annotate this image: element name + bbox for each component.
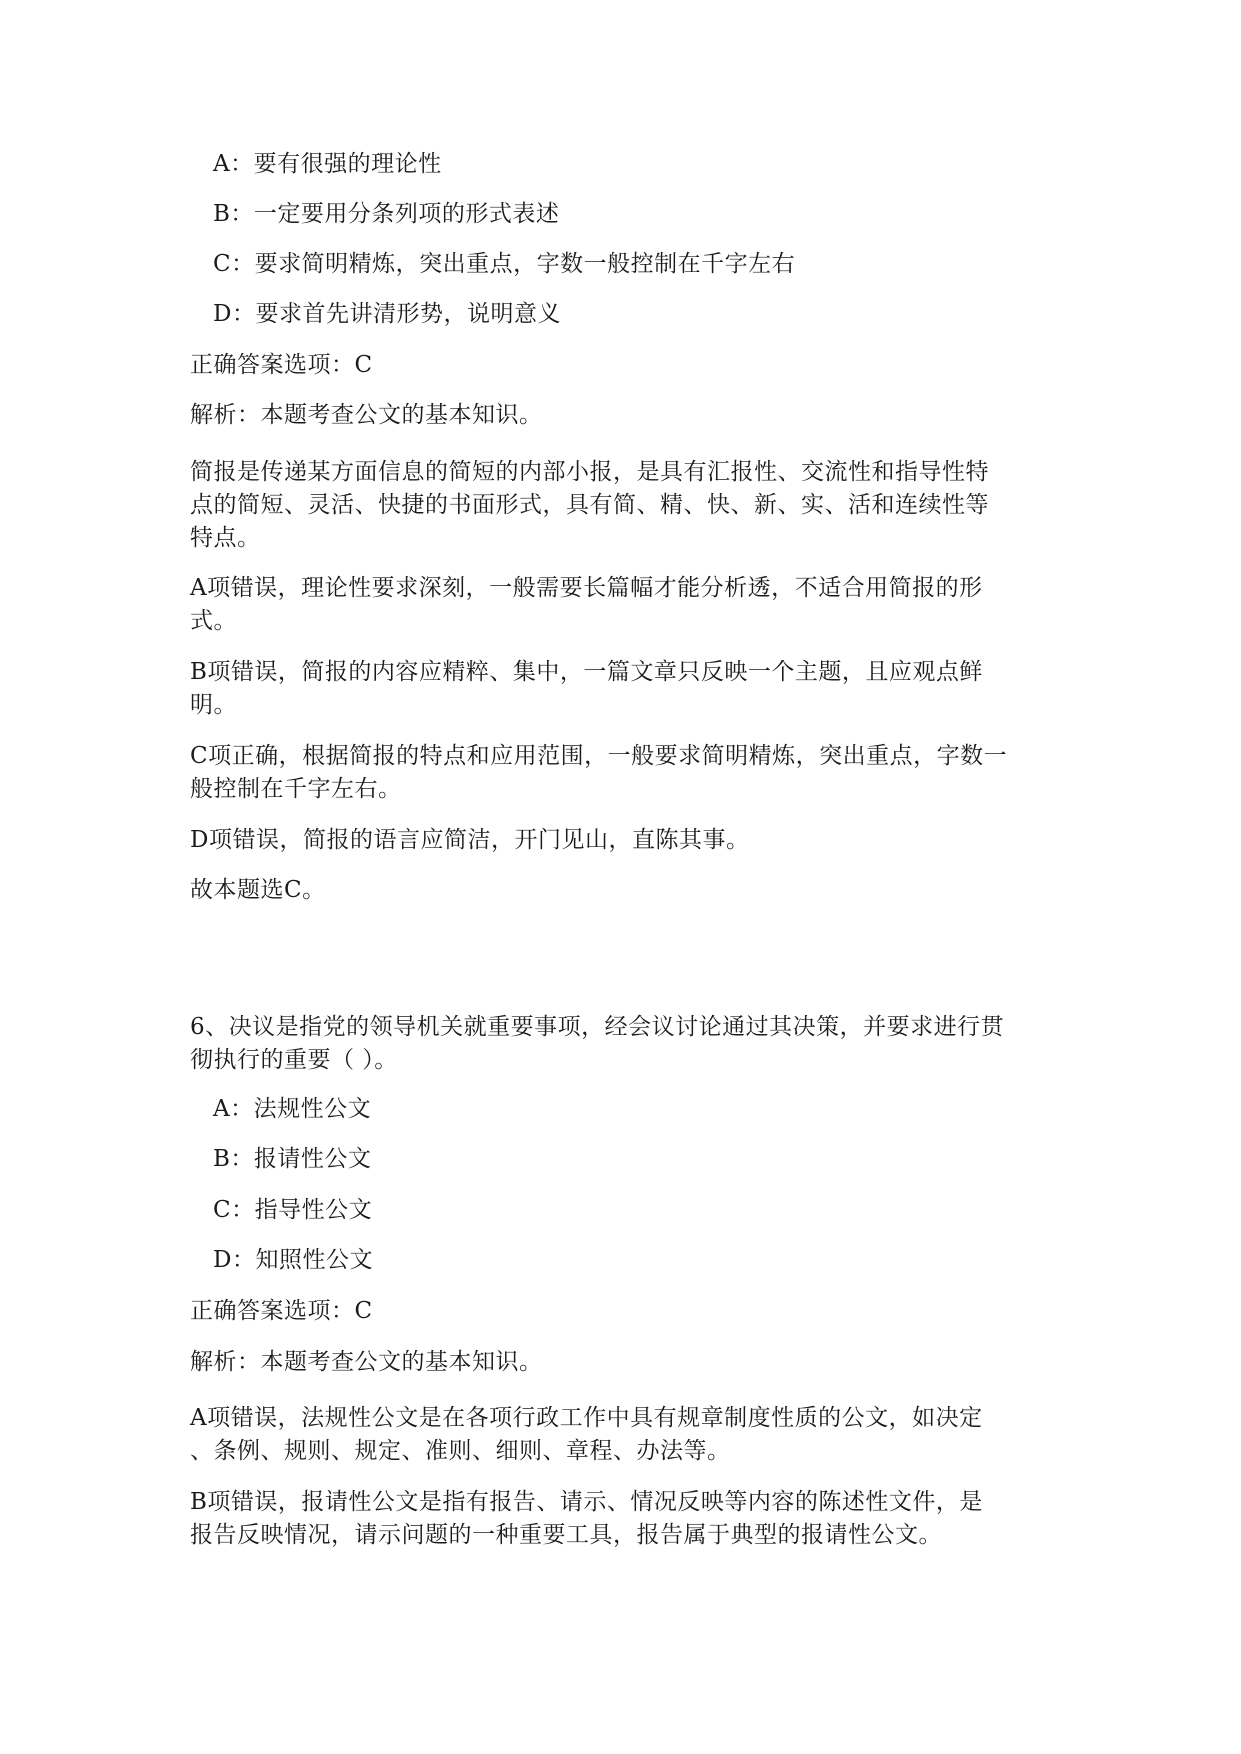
q5-paragraph-1-line-2: 点的简短、灵活、快捷的书面形式，具有简、精、快、新、实、活和连续性等: [190, 492, 989, 518]
q5-paragraph-c-line-1: C项正确，根据简报的特点和应用范围，一般要求简明精炼，突出重点，字数一: [190, 743, 1008, 769]
q5-option-d: D：要求首先讲清形势，说明意义: [213, 301, 561, 327]
q5-answer: 正确答案选项：C: [190, 352, 373, 378]
q6-paragraph-b-line-2: 报告反映情况，请示问题的一种重要工具，报告属于典型的报请性公文。: [190, 1522, 942, 1548]
q6-option-c: C：指导性公文: [213, 1197, 373, 1223]
q6-paragraph-a-line-2: 、条例、规则、规定、准则、细则、章程、办法等。: [190, 1438, 731, 1464]
q5-option-c: C：要求简明精炼，突出重点，字数一般控制在千字左右: [213, 251, 796, 277]
q6-option-a: A：法规性公文: [213, 1096, 372, 1122]
q5-paragraph-a-line-2: 式。: [190, 608, 237, 634]
q6-paragraph-b-line-1: B项错误，报请性公文是指有报告、请示、情况反映等内容的陈述性文件，是: [190, 1489, 983, 1515]
q5-paragraph-d: D项错误，简报的语言应简洁，开门见山，直陈其事。: [190, 827, 750, 853]
q5-paragraph-b-line-2: 明。: [190, 692, 237, 718]
q5-option-a: A：要有很强的理论性: [213, 151, 442, 177]
q6-paragraph-a-line-1: A项错误，法规性公文是在各项行政工作中具有规章制度性质的公文，如决定: [190, 1405, 983, 1431]
q6-question-line-1: 6、决议是指党的领导机关就重要事项，经会议讨论通过其决策，并要求进行贯: [190, 1014, 1005, 1040]
q5-paragraph-1-line-3: 特点。: [190, 525, 261, 551]
q5-paragraph-1-line-1: 简报是传递某方面信息的简短的内部小报，是具有汇报性、交流性和指导性特: [190, 459, 989, 485]
q5-paragraph-c-line-2: 般控制在千字左右。: [190, 776, 402, 802]
q5-option-b: B：一定要用分条列项的形式表述: [213, 201, 560, 227]
q6-question-line-2: 彻执行的重要（ ）。: [190, 1047, 398, 1073]
q5-conclusion: 故本题选C。: [190, 877, 326, 903]
q6-option-b: B：报请性公文: [213, 1146, 372, 1172]
q5-paragraph-a-line-1: A项错误，理论性要求深刻，一般需要长篇幅才能分析透，不适合用简报的形: [190, 575, 983, 601]
q5-paragraph-b-line-1: B项错误，简报的内容应精粹、集中，一篇文章只反映一个主题，且应观点鲜: [190, 659, 983, 685]
q5-analysis-title: 解析：本题考查公文的基本知识。: [190, 402, 543, 428]
q6-analysis-title: 解析：本题考查公文的基本知识。: [190, 1349, 543, 1375]
q6-option-d: D：知照性公文: [213, 1247, 373, 1273]
q6-answer: 正确答案选项：C: [190, 1298, 373, 1324]
